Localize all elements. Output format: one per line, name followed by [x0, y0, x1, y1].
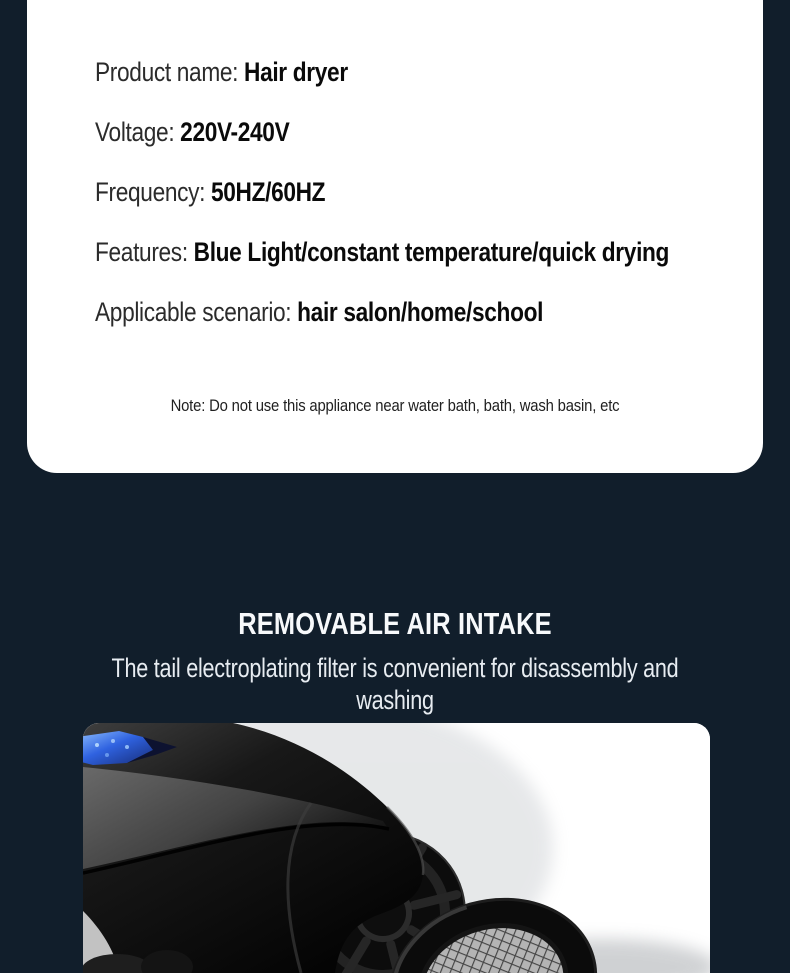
product-image-card	[83, 723, 710, 973]
section-title: REMOVABLE AIR INTAKE	[238, 606, 552, 641]
spec-label: Applicable scenario:	[95, 297, 292, 327]
spec-label: Product name:	[95, 57, 239, 87]
spec-card	[27, 0, 763, 473]
section-subtitle: The tail electroplating filter is convenient for disassembly and washing	[111, 653, 679, 715]
safety-note: Note: Do not use this appliance near water bath, bath, wash basin, etc	[170, 397, 620, 415]
spec-value: Hair dryer	[244, 57, 348, 87]
spec-row-applicable-scenario	[95, 298, 639, 326]
spec-row-voltage	[95, 118, 639, 146]
hair-dryer-photo-illustration	[83, 723, 710, 973]
spec-value: 50HZ/60HZ	[210, 177, 326, 207]
spec-label: Features:	[95, 237, 188, 267]
spec-label: Voltage:	[95, 117, 175, 147]
spec-value: 220V-240V	[180, 117, 290, 147]
spec-row-frequency	[95, 178, 639, 206]
spec-rows	[95, 58, 743, 358]
spec-value: Blue Light/constant temperature/quick drying	[193, 237, 670, 267]
spec-row-product-name	[95, 58, 639, 86]
spec-value: hair salon/home/school	[297, 297, 544, 327]
spec-label: Frequency:	[95, 177, 206, 207]
spec-row-features	[95, 237, 670, 267]
